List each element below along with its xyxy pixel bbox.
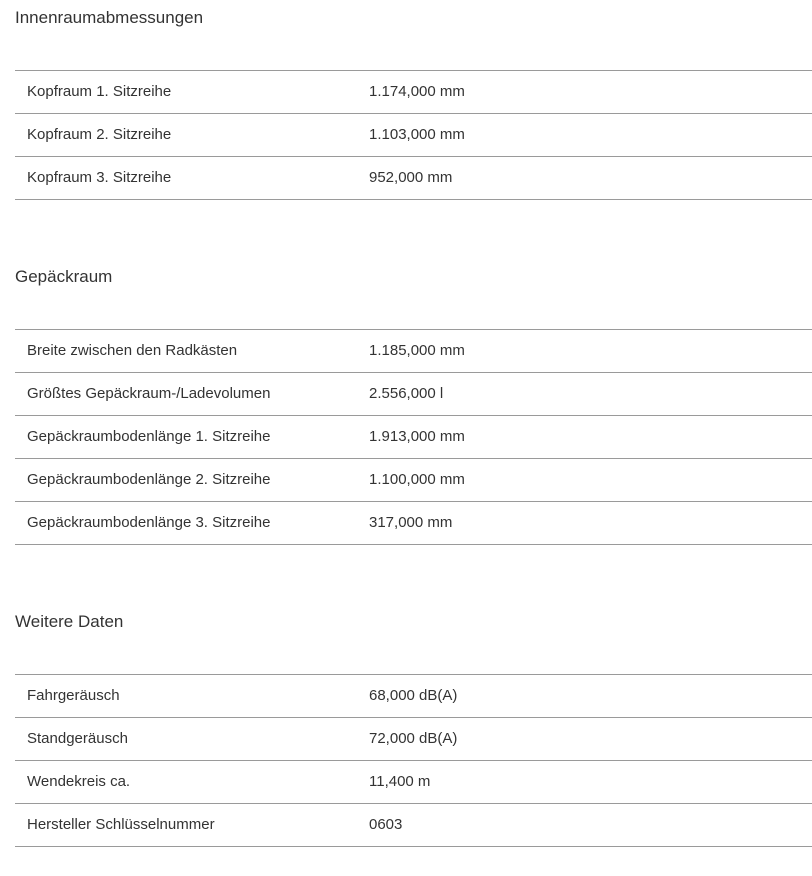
table-row <box>15 718 812 761</box>
spec-value: 2.556,000 l <box>369 385 444 402</box>
table-row <box>15 502 812 545</box>
table-row <box>15 330 812 373</box>
spec-value: 317,000 mm <box>369 514 453 531</box>
table-row <box>15 416 812 459</box>
spec-label: Breite zwischen den Radkästen <box>27 342 238 359</box>
spec-value: 952,000 mm <box>369 169 453 186</box>
spec-value: 11,400 m <box>369 773 431 790</box>
table-row <box>15 675 812 718</box>
table-row <box>15 157 812 200</box>
spec-label: Hersteller Schlüsselnummer <box>27 816 215 833</box>
table-row <box>15 804 812 847</box>
spec-table <box>15 329 812 545</box>
spec-label: Größtes Gepäckraum-/Ladevolumen <box>27 385 271 402</box>
spec-table <box>15 70 812 200</box>
table-row <box>15 373 812 416</box>
spec-value: 1.185,000 mm <box>369 342 465 359</box>
table-row <box>15 459 812 502</box>
spec-label: Gepäckraumbodenlänge 3. Sitzreihe <box>27 514 271 531</box>
table-row <box>15 71 812 114</box>
spec-label: Kopfraum 1. Sitzreihe <box>27 83 172 100</box>
section-title: Innenraumabmessungen <box>15 8 204 27</box>
table-row <box>15 114 812 157</box>
spec-label: Kopfraum 2. Sitzreihe <box>27 126 172 143</box>
spec-label: Kopfraum 3. Sitzreihe <box>27 169 172 186</box>
spec-label: Fahrgeräusch <box>27 687 120 704</box>
spec-label: Wendekreis ca. <box>27 773 131 790</box>
spec-value: 1.103,000 mm <box>369 126 465 143</box>
spec-value: 0603 <box>369 816 403 833</box>
spec-label: Standgeräusch <box>27 730 128 747</box>
spec-value: 68,000 dB(A) <box>369 687 458 704</box>
table-row <box>15 761 812 804</box>
spec-value: 72,000 dB(A) <box>369 730 458 747</box>
spec-label: Gepäckraumbodenlänge 1. Sitzreihe <box>27 428 271 445</box>
spec-table <box>15 674 812 847</box>
section-title: Weitere Daten <box>15 612 124 631</box>
section-title: Gepäckraum <box>15 267 113 286</box>
spec-value: 1.100,000 mm <box>369 471 465 488</box>
spec-value: 1.174,000 mm <box>369 83 465 100</box>
spec-value: 1.913,000 mm <box>369 428 465 445</box>
spec-label: Gepäckraumbodenlänge 2. Sitzreihe <box>27 471 271 488</box>
